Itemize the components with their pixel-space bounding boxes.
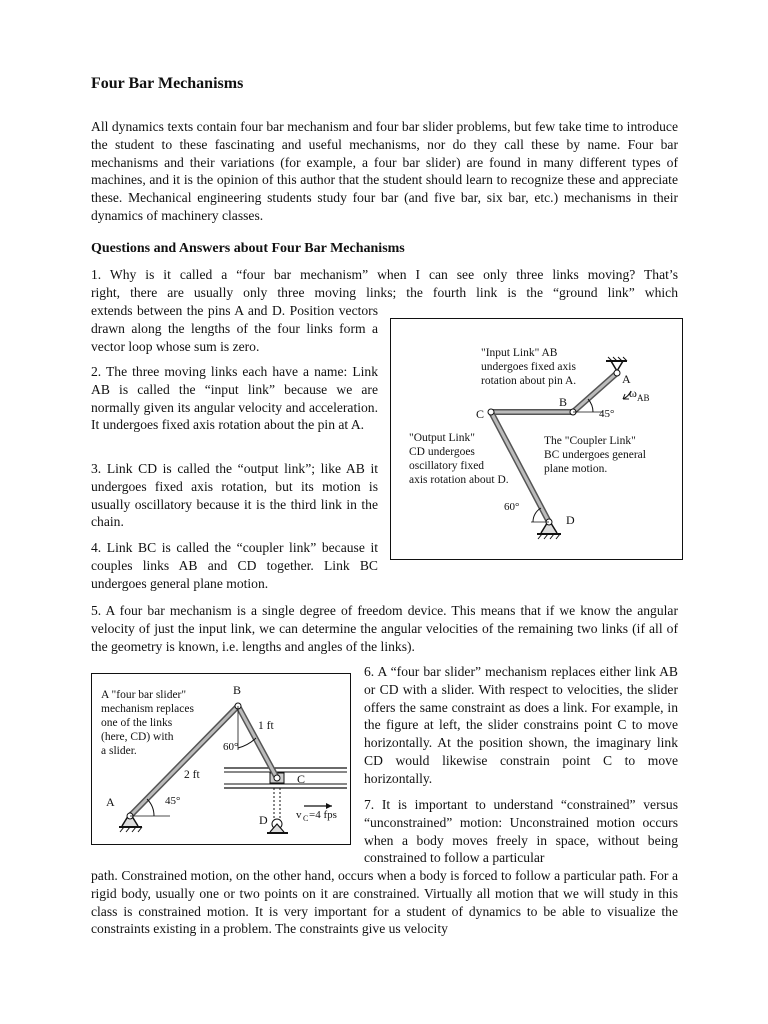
length-ab-label: 2 ft [184, 769, 200, 781]
coupler-label-3: plane motion. [544, 463, 608, 475]
qa-heading: Questions and Answers about Four Bar Mechanisms [91, 241, 405, 256]
pin-a [614, 370, 620, 376]
note-line-5: a slider. [101, 745, 137, 757]
pin-c [274, 775, 280, 781]
q2-paragraph: 2. The three moving links each have a name: Link AB is called the “input link” because we are normally given its angular velocity and acceleration. It undergoes fixed axis rotation about the pin at A. [91, 364, 378, 433]
point-d-label: D [259, 813, 268, 827]
velocity-symbol: v [296, 809, 302, 821]
point-b-label: B [233, 683, 242, 697]
intro-paragraph: All dynamics texts contain four bar mechanism and four bar slider problems, but few take time to introduce the student to these fascinating and useful mechanisms, nor do they call these by name. Four bar mechanisms and their variations (for example, a four bar slider) are found in many different types of machines, and it is the opinion of this author that the student should learn to recognize these and appreciate these. Mechanical engineering students study four bar (and five bar, six bar, etc.) mechanisms in their dynamics of machinery classes. [91, 119, 678, 223]
coupler-label-1: The "Coupler Link" [544, 435, 636, 447]
output-label-3: oscillatory fixed [409, 460, 485, 472]
velocity-value: =4 fps [309, 809, 337, 821]
coupler-label-2: BC undergoes general [544, 449, 646, 461]
point-c-label: C [476, 407, 485, 421]
q7-paragraph-top: 7. It is important to understand “constrained” versus “unconstrained” motion: Unconstrained motion occurs when a body moves freely in space, without being constrained to follow a particular [364, 797, 678, 866]
point-a-label: A [622, 372, 631, 386]
q1-rest: extends between the pins A and D. Position vectors drawn along the lengths of the four links form a vector loop whose sum is zero. [91, 303, 378, 354]
pin-c [488, 409, 494, 415]
point-a-label: A [106, 795, 115, 809]
slider-diagram [92, 674, 349, 843]
note-line-1: A "four bar slider" [101, 689, 187, 701]
slider-figure [91, 673, 351, 845]
point-c-label: C [297, 772, 306, 786]
note-line-3: one of the links [101, 717, 173, 729]
q4-paragraph: 4. Link BC is called the “coupler link” because it couples links AB and CD together. Link BC undergoes general plane motion. [91, 540, 378, 591]
output-label-4: axis rotation about D. [409, 474, 509, 486]
note-line-2: mechanism replaces [101, 703, 194, 715]
angle-60-label: 60° [223, 741, 239, 753]
four-bar-figure [390, 318, 683, 560]
page-title: Four Bar Mechanisms [91, 75, 244, 92]
input-label-1: "Input Link" AB [481, 347, 558, 359]
point-d-label: D [566, 513, 575, 527]
velocity-subscript: C [303, 814, 309, 823]
q1-line-2: right, there are usually only three moving links; the fourth link is the “ground link” which [91, 285, 678, 300]
angle-60-label: 60° [504, 501, 520, 513]
note-line-4: (here, CD) with [101, 731, 174, 743]
point-b-label: B [559, 395, 568, 409]
omega-symbol: ω [629, 386, 637, 400]
output-label-2: CD undergoes [409, 446, 475, 458]
four-bar-diagram [391, 319, 681, 558]
q5-paragraph: 5. A four bar mechanism is a single degree of freedom device. This means that if we know the angular velocity of just the input link, we can determine the angular velocities of the remaining two links (if all of the geometry is known, i.e. lengths and angles of the links). [91, 603, 678, 654]
output-label-1: "Output Link" [409, 432, 475, 444]
angle-45-label: 45° [599, 408, 615, 420]
q7-paragraph-bottom: path. Constrained motion, on the other hand, occurs when a body is forced to follow a particular path. For a rigid body, usually one or two points on it are constrained. Virtually all motion that we will study in this class is constrained motion. It is very important for a student of dynamics to be able to visualize the constraints existing in a problem. The constraints give us velocity [91, 868, 678, 937]
length-bc-label: 1 ft [258, 720, 274, 732]
input-label-3: rotation about pin A. [481, 375, 577, 387]
input-label-2: undergoes fixed axis [481, 361, 576, 373]
q6-paragraph: 6. A “four bar slider” mechanism replaces either link AB or CD with a slider. With respect to velocities, the slider offers the same constraint as does a link. For example, in the figure at left, the slider constrains point C to move horizontally. At the position shown, the imaginary link CD would likewise constrain point C to move horizontally. [364, 664, 678, 786]
omega-subscript: AB [637, 393, 650, 403]
q3-paragraph: 3. Link CD is called the “output link”; like AB it undergoes fixed axis rotation, but its motion is usually oscillatory because it is the third link in the chain. [91, 461, 378, 530]
q1-line-1: 1. Why is it called a “four bar mechanism” when I can see only three links moving? That’s [91, 267, 678, 282]
angle-45-label: 45° [165, 795, 181, 807]
